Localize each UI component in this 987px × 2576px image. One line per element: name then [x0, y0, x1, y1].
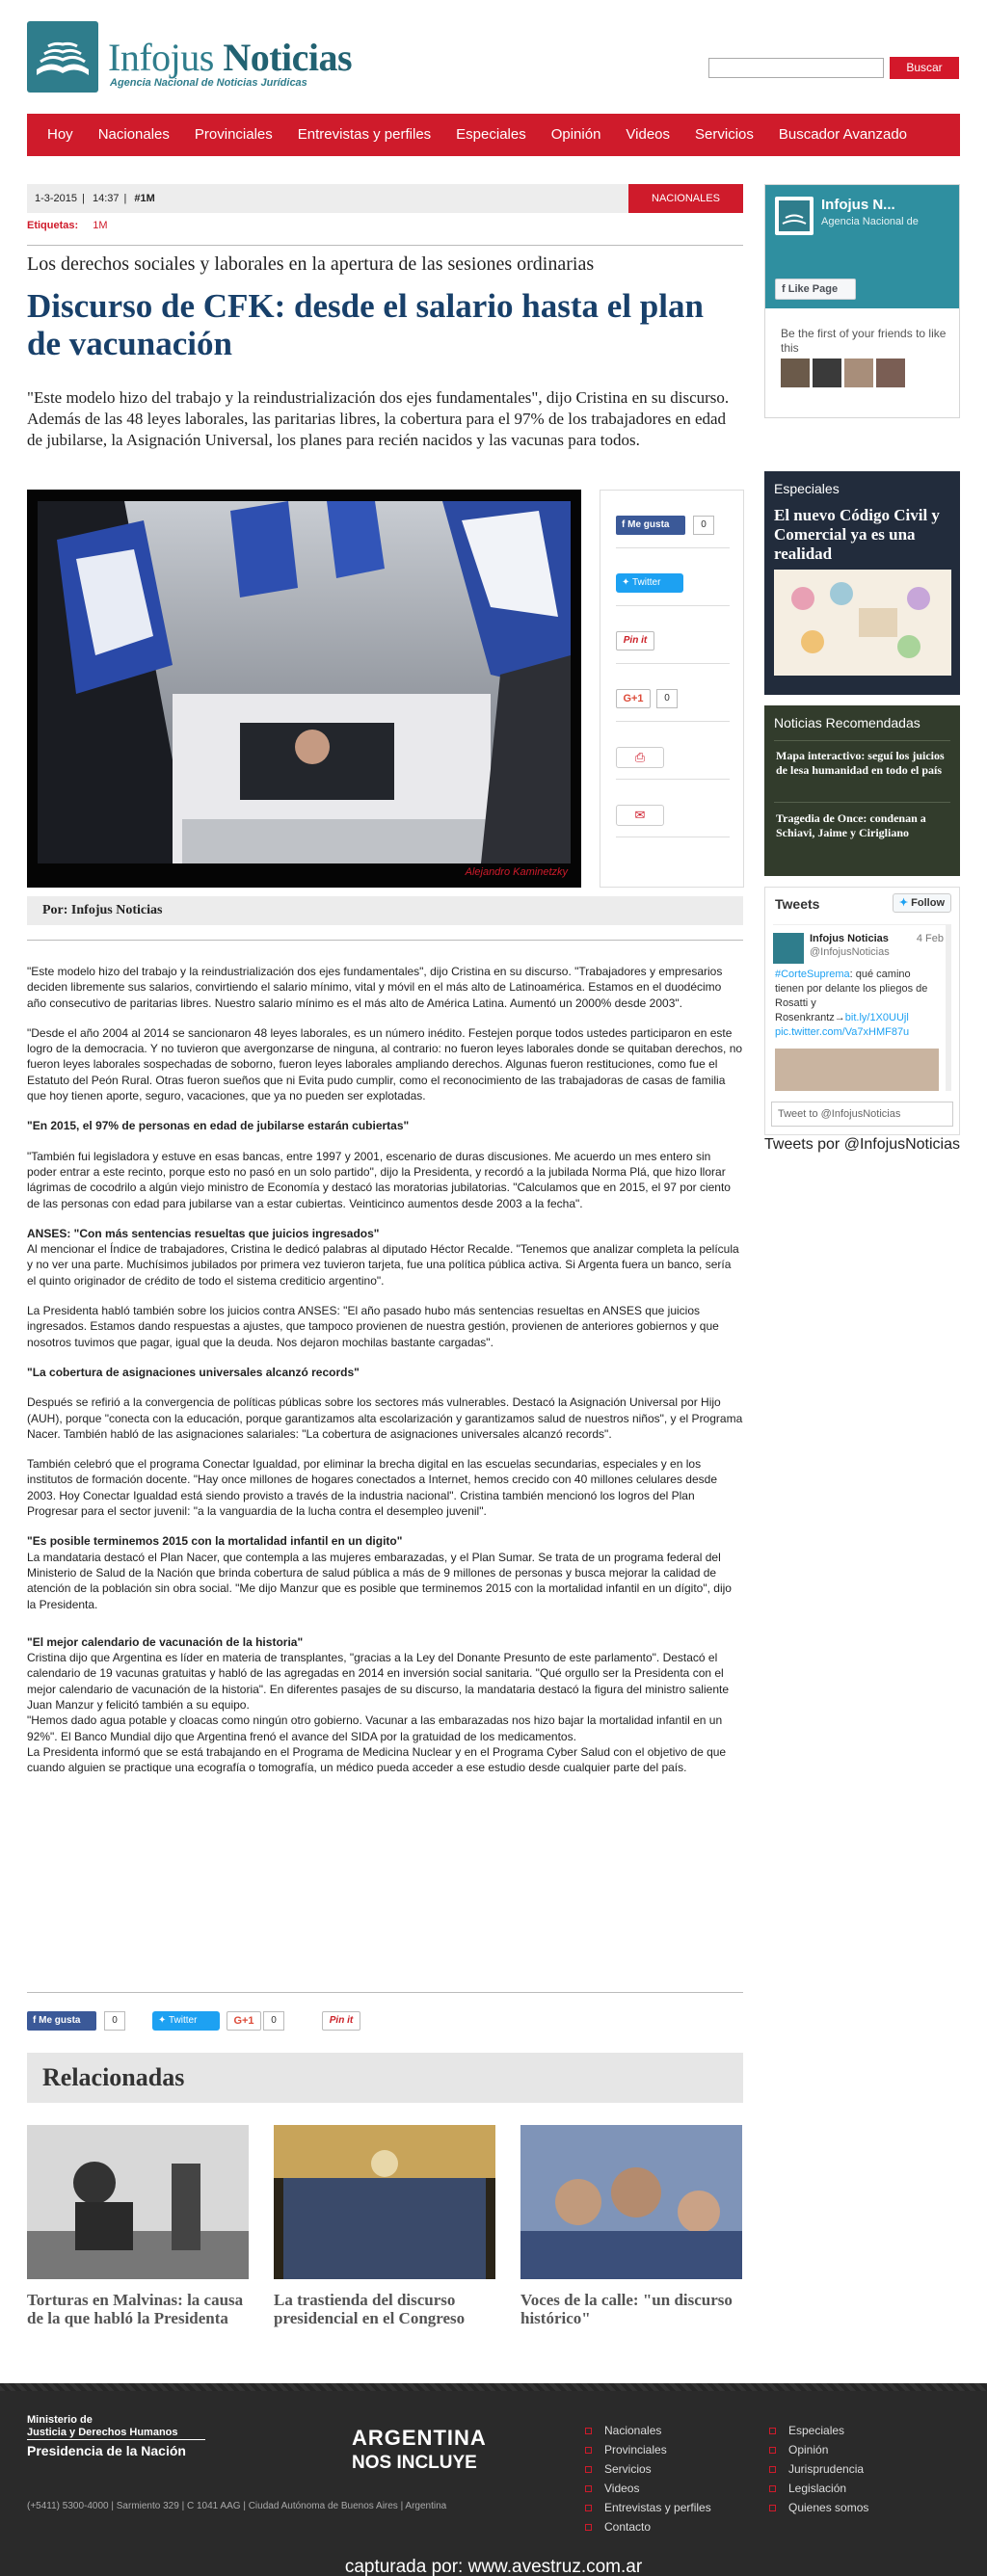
- divider: [27, 245, 743, 246]
- footer-link-nacionales[interactable]: Nacionales: [604, 2424, 662, 2437]
- facebook-friend-avatars: [781, 359, 906, 387]
- article-photo[interactable]: [27, 490, 581, 888]
- tweet-handle[interactable]: @InfojusNoticias: [810, 946, 890, 958]
- article-body: [27, 964, 743, 1790]
- recommended-label: Noticias Recomendadas: [774, 715, 920, 730]
- body-subheading: "En 2015, el 97% de personas en edad de jubilarse estarán cubiertas": [27, 1119, 410, 1133]
- body-section: [27, 1533, 743, 1611]
- tags-label: Etiquetas:: [27, 220, 79, 231]
- body-paragraph: Después se refirió a la convergencia de políticas públicas sobre los sectores más vulnerables. Destacó la Asignación Universal por Hijo (AUH), porque "conecta con la educación, porque garantizamos alta escolarización y garantizamos salud de nuestros niños", y el Programa Nacer. También habló de las asignaciones salariales: "La cobertura de asignaciones universales alcanzó records".: [27, 1395, 743, 1441]
- body-paragraph: La mandataria destacó el Plan Nacer, que contempla a las mujeres embarazadas, y el Plan Sumar. Se trata de un programa federal del Ministerio de Salud de la Nación que brinda cobertura de salud pública a más de 9 millones de personas y busca mejorar la calidad de atención de la población sin obra social. "Me dijo Manzur que es posible que terminemos 2015 con la mortalidad infantil en un dígito", dijo la Presidenta.: [27, 1550, 732, 1611]
- twitter-button-bottom[interactable]: [152, 2011, 220, 2031]
- article-meta: 1-3-2015 | 14:37 | #1M: [27, 184, 743, 213]
- nav-item-hoy[interactable]: Hoy: [47, 126, 73, 143]
- twitter-follow-label: Follow: [911, 897, 945, 909]
- tweet-link[interactable]: bit.ly/1X0UUjl: [844, 1012, 909, 1023]
- tweet-author[interactable]: Infojus Noticias: [810, 933, 889, 944]
- share-box: [600, 490, 744, 888]
- facebook-count: 0: [693, 516, 714, 535]
- nav-item-nacionales[interactable]: Nacionales: [97, 126, 170, 143]
- facebook-like-button[interactable]: [616, 516, 685, 535]
- article-kicker: Los derechos sociales y laborales en la apertura de las sesiones ordinarias: [27, 253, 595, 275]
- tweets-by-link[interactable]: Tweets por @InfojusNoticias: [764, 1136, 960, 1153]
- footer-link-jurisprudencia[interactable]: Jurisprudencia: [788, 2462, 865, 2476]
- main-nav: [27, 114, 960, 156]
- twitter-widget-title: Tweets: [775, 896, 820, 912]
- googleplus-button-bottom[interactable]: G+1: [227, 2011, 261, 2031]
- footer-slogan-2: NOS INCLUYE: [352, 2453, 477, 2473]
- body-paragraph: La Presidenta habló también sobre los juicios contra ANSES: "El año pasado hubo más sentencias resueltas en ANSES que juicios ingresados. Estamos dando respuestas a ajustes, que tampoco provienen de nuestra gestión, provienen de anteriores gobiernos y que nosotros tuvimos que pagar, igual que la deuda. Nos dejaron mochilas bastante cargadas".: [27, 1304, 719, 1349]
- body-section: [27, 1226, 743, 1288]
- tweet-body: : qué camino tienen por delante los pliegos de Rosatti y Rosenkrantz→: [775, 969, 928, 1023]
- facebook-page-name[interactable]: Infojus N...: [821, 197, 895, 213]
- footer-link-entrevistas[interactable]: Entrevistas y perfiles: [604, 2501, 711, 2514]
- related-title-3[interactable]: Voces de la calle: "un discurso histórico": [520, 2291, 733, 2327]
- related-title-1[interactable]: Torturas en Malvinas: la causa de la que habló la Presidenta: [27, 2291, 244, 2327]
- envelope-icon: ✉: [634, 808, 646, 822]
- twitter-bird-icon: ✦: [158, 2015, 167, 2026]
- body-paragraph: Al mencionar el Índice de trabajadores, Cristina le dedicó palabras al diputado Héctor Recalde. "Tenemos que analizar completa la película y no ver una parte. Muchísimos jubilados por primera vez tuvieron tarjeta, fue una política pública activa. Si Argenta fuera un banco, sería el quinto originador de crédito de todo el sistema crediticio argentino".: [27, 1242, 739, 1288]
- capture-credit: capturada por: www.avestruz.com.ar: [344, 2557, 643, 2576]
- nav-item-opinion[interactable]: Opinión: [550, 126, 601, 143]
- body-paragraph: "Este modelo hizo del trabajo y la reindustrialización dos ejes fundamentales", dijo Cristina en su discurso. "Trabajadores y empresarios deciden libremente sus salarios, convirtiendo el salario mínimo, vital y móvil en el más alto de Latinoamérica. Estamos en el duodécimo año consecutivo de paritarias libres. Nuestro salario mínimo es el más alto de América Latina. Aumentó un 2000% desde 2003".: [27, 965, 723, 1010]
- related-image-2[interactable]: [274, 2125, 495, 2279]
- share-twitter: [616, 548, 730, 606]
- body-subheading: "Es posible terminemos 2015 con la mortalidad infantil en un digito": [27, 1534, 403, 1549]
- facebook-like-page-label: Like Page: [787, 283, 839, 295]
- tag-link[interactable]: 1M: [93, 220, 108, 231]
- nav-item-videos[interactable]: Videos: [626, 126, 671, 143]
- share-pinterest: [616, 606, 730, 664]
- logo-book-icon: [27, 21, 98, 93]
- body-paragraph: Cristina dijo que Argentina es líder en materia de transplantes, "gracias a la Ley del Donante Presunto de este parlamento". Destacó el calendario de 19 vacunas gratuitas y habló de las agregadas en 2014 en inversión social sanitaria. "Qué orgullo ser la Presidenta con el mejor calendario de vacunación de la historia". En diferentes pasajes de su discurso, la mandataria destacó la figura del ministro saliente Juan Manzur y felicitó también a su equipo. "Hemos dado agua potable y cloacas como ningún otro gobierno. Vacunar a las embarazadas nos hizo bajar la mortalidad infantil en un 92%". El Banco Mundial dijo que Argentina frenó el avance del SIDA por la gratuidad de los medicamentos. La Presidenta informó que se está trabajando en el Programa de Medicina Nuclear y en el Programa Cyber Salud con el objetivo de que cuando alguien se practique una ecografía o tomografía, un médico pueda acceder a ese estudio desde cualquier parte del país.: [27, 1651, 729, 1775]
- twitter-widget: [764, 887, 960, 1135]
- body-paragraph: También celebró que el programa Conectar Igualdad, por eliminar la brecha digital en las escuelas secundarias, especiales y en los institutos de formación docente. "Hay once millones de hogares conectados a Internet, hemos crecido con 40 millones celulares desde 2003. Hoy Conectar Igualdad está siendo provisto a través de la industria nacional". Cristina también mencionó los logros del Plan Progresar para el sector juvenil: "a la vanguardia de la lucha contra el desempleo juvenil".: [27, 1457, 717, 1519]
- body-subheading: ANSES: "Con más sentencias resueltas que juicios ingresados": [27, 1226, 380, 1240]
- tweet-scrollbar[interactable]: [946, 925, 951, 1091]
- nav-item-servicios[interactable]: Servicios: [695, 126, 754, 143]
- divider: [27, 940, 743, 941]
- logo-subtitle: Agencia Nacional de Noticias Jurídicas: [110, 77, 307, 89]
- article-lead: "Este modelo hizo del trabajo y la reindustrialización dos ejes fundamentales", dijo Cristina en su discurso. Además de las 48 leyes laborales, las paritarias libres, la cobertura para el 97% de los trabajadores en edad de jubilarse, la Asignación Universal, los planes para recién nacidos y las vacunas para todos.: [27, 388, 730, 449]
- email-button[interactable]: [616, 805, 664, 826]
- share-facebook: [616, 491, 730, 548]
- article-time: 14:37: [92, 193, 120, 204]
- footer-link-opinion[interactable]: Opinión: [788, 2443, 829, 2456]
- recommended-item-1[interactable]: Mapa interactivo: seguí los juicios de lesa humanidad en todo el país: [776, 749, 945, 777]
- footer-link-provinciales[interactable]: Provinciales: [604, 2443, 667, 2456]
- nav-item-entrevistas[interactable]: Entrevistas y perfiles: [297, 126, 432, 143]
- ministry-line-2: Justicia y Derechos Humanos: [27, 2427, 178, 2438]
- facebook-like-label: Me gusta: [627, 519, 670, 530]
- bottom-share: [27, 2009, 743, 2033]
- recommended-box: [764, 705, 960, 876]
- tweet-to-input[interactable]: Tweet to @InfojusNoticias: [771, 1102, 953, 1127]
- facebook-like-page-button[interactable]: [775, 279, 856, 300]
- facebook-page-widget: [764, 184, 960, 418]
- article-hashtag[interactable]: #1M: [134, 193, 155, 204]
- footer-slogan-1: ARGENTINA: [352, 2426, 487, 2450]
- especiales-label: Especiales: [774, 481, 840, 496]
- footer-link-legislacion[interactable]: Legislación: [788, 2482, 847, 2495]
- twitter-bird-icon: ✦: [898, 897, 909, 909]
- googleplus-button[interactable]: G+1: [616, 689, 651, 708]
- divider: [27, 1992, 743, 1993]
- body-paragraph: "Desde el año 2004 al 2014 se sancionaron 48 leyes laborales, es un número inédito. Festejen porque todos ustedes participaron en este logro de la democracia. Y no tuvieron que avergonzarse de ninguna, al contrario: no fueron leyes laborales donde se quitaban derechos, no fueron leyes laborales sospechadas de soborno, fueron leyes laborales ampliando derechos. Algunas fueron restituciones, como fue el Estatuto del Peón Rural. Otras fueron sueños que ni Evita pudo cumplir, como el reconocimiento de las trabajadoras de casas de familia que hoy tienen aporte, seguro, vacaciones, que ya no pueden ser explotadas.: [27, 1025, 743, 1103]
- search-input[interactable]: [708, 58, 884, 78]
- footer: [0, 2383, 987, 2576]
- body-section: [27, 1634, 743, 1776]
- facebook-icon: f: [782, 283, 786, 295]
- related-title-2[interactable]: La trastienda del discurso presidencial en el Congreso: [274, 2291, 466, 2327]
- logo-name2: Noticias: [223, 36, 353, 79]
- pinterest-button-bottom[interactable]: Pin it: [322, 2011, 360, 2031]
- facebook-like-label: Me gusta: [39, 2015, 81, 2026]
- section-badge[interactable]: NACIONALES: [628, 184, 743, 213]
- ministry-line-3[interactable]: Presidencia de la Nación: [27, 2439, 205, 2458]
- article-title: Discurso de CFK: desde el salario hasta el plan de vacunación: [27, 287, 704, 362]
- tweet-image[interactable]: [775, 1049, 939, 1091]
- related-heading: Relacionadas: [27, 2053, 743, 2103]
- nav-item-especiales[interactable]: Especiales: [456, 126, 526, 143]
- nav-item-buscador[interactable]: Buscador Avanzado: [778, 126, 908, 143]
- facebook-page-subtitle: Agencia Nacional de: [821, 216, 919, 227]
- article-byline: Por: Infojus Noticias: [27, 896, 743, 925]
- footer-link-contacto[interactable]: Contacto: [604, 2520, 652, 2534]
- article-date: 1-3-2015: [35, 193, 78, 204]
- search-button[interactable]: Buscar: [890, 57, 959, 79]
- facebook-page-avatar: [775, 197, 814, 235]
- especiales-image[interactable]: [774, 570, 951, 676]
- googleplus-count-bottom: 0: [263, 2011, 284, 2031]
- facebook-count-bottom: 0: [104, 2011, 125, 2031]
- tweet-date[interactable]: 4 Feb: [916, 933, 944, 944]
- tweet-avatar: [773, 933, 804, 964]
- especiales-title[interactable]: El nuevo Código Civil y Comercial ya es una realidad: [774, 506, 940, 563]
- twitter-label: Twitter: [169, 2015, 198, 2026]
- share-googleplus: [616, 664, 730, 722]
- share-email: [616, 780, 730, 837]
- body-subheading: "El mejor calendario de vacunación de la historia": [27, 1634, 304, 1649]
- nav-item-provinciales[interactable]: Provinciales: [194, 126, 273, 143]
- pinterest-button[interactable]: Pin it: [616, 631, 654, 651]
- tweet-item[interactable]: [773, 924, 951, 1090]
- ministry-line-1: Ministerio de: [27, 2414, 93, 2426]
- facebook-icon: f: [33, 2015, 37, 2026]
- body-paragraph: "También fui legisladora y estuve en esas bancas, entre 1997 y 2001, escenario de duras discusiones. Me acuerdo un mes entero sin poder entrar a este recinto, porque esto no pasó en un solo partido", dijo la Presidenta, y recordó a la jubilada Norma Plá, que hizo llorar lágrimas de cocodrilo a algún viejo ministro de Economía y destacó las moratorias jubilatorias. "Calculamos que en 2015, el 97 por ciento de las personas con edad para jubilarse van a estar cubiertas. Veinticinco aumentos desde 2003 a la fecha".: [27, 1149, 731, 1210]
- footer-address: (+5411) 5300-4000 | Sarmiento 329 | C 1041 AAG | Ciudad Autónoma de Buenos Aires | Argentina: [27, 2501, 447, 2511]
- footer-link-especiales[interactable]: Especiales: [788, 2424, 845, 2437]
- print-button[interactable]: [616, 747, 664, 768]
- tags: [27, 220, 108, 231]
- print-icon: ⎙: [634, 750, 646, 764]
- twitter-button[interactable]: [616, 573, 683, 593]
- facebook-icon: f: [622, 519, 626, 530]
- logo-name: Infojus: [108, 36, 214, 79]
- tweet-hashtag[interactable]: #CorteSuprema: [775, 969, 850, 980]
- related-image-1[interactable]: [27, 2125, 249, 2279]
- twitter-follow-button[interactable]: [893, 893, 951, 913]
- footer-link-servicios[interactable]: Servicios: [604, 2462, 652, 2476]
- recommended-item-2[interactable]: Tragedia de Once: condenan a Schiavi, Jaime y Cirigliano: [776, 811, 926, 839]
- tweet-pic-link[interactable]: pic.twitter.com/Va7xHMF87u: [775, 1026, 910, 1038]
- footer-link-videos[interactable]: Videos: [604, 2482, 640, 2495]
- especiales-box[interactable]: [764, 471, 960, 695]
- twitter-label: Twitter: [632, 577, 661, 588]
- facebook-like-button-bottom[interactable]: [27, 2011, 96, 2031]
- twitter-bird-icon: ✦: [622, 577, 630, 588]
- tweet-text: [775, 968, 939, 1040]
- facebook-friends-text: Be the first of your friends to like this: [781, 327, 947, 355]
- site-logo[interactable]: [27, 21, 393, 98]
- share-print: [616, 722, 730, 780]
- footer-link-quienes-somos[interactable]: Quienes somos: [788, 2501, 869, 2514]
- googleplus-count: 0: [656, 689, 678, 708]
- body-subheading: "La cobertura de asignaciones universales alcanzó records": [27, 1365, 360, 1379]
- photo-credit: Alejandro Kaminetzky: [465, 866, 568, 878]
- related-image-3[interactable]: [520, 2125, 742, 2279]
